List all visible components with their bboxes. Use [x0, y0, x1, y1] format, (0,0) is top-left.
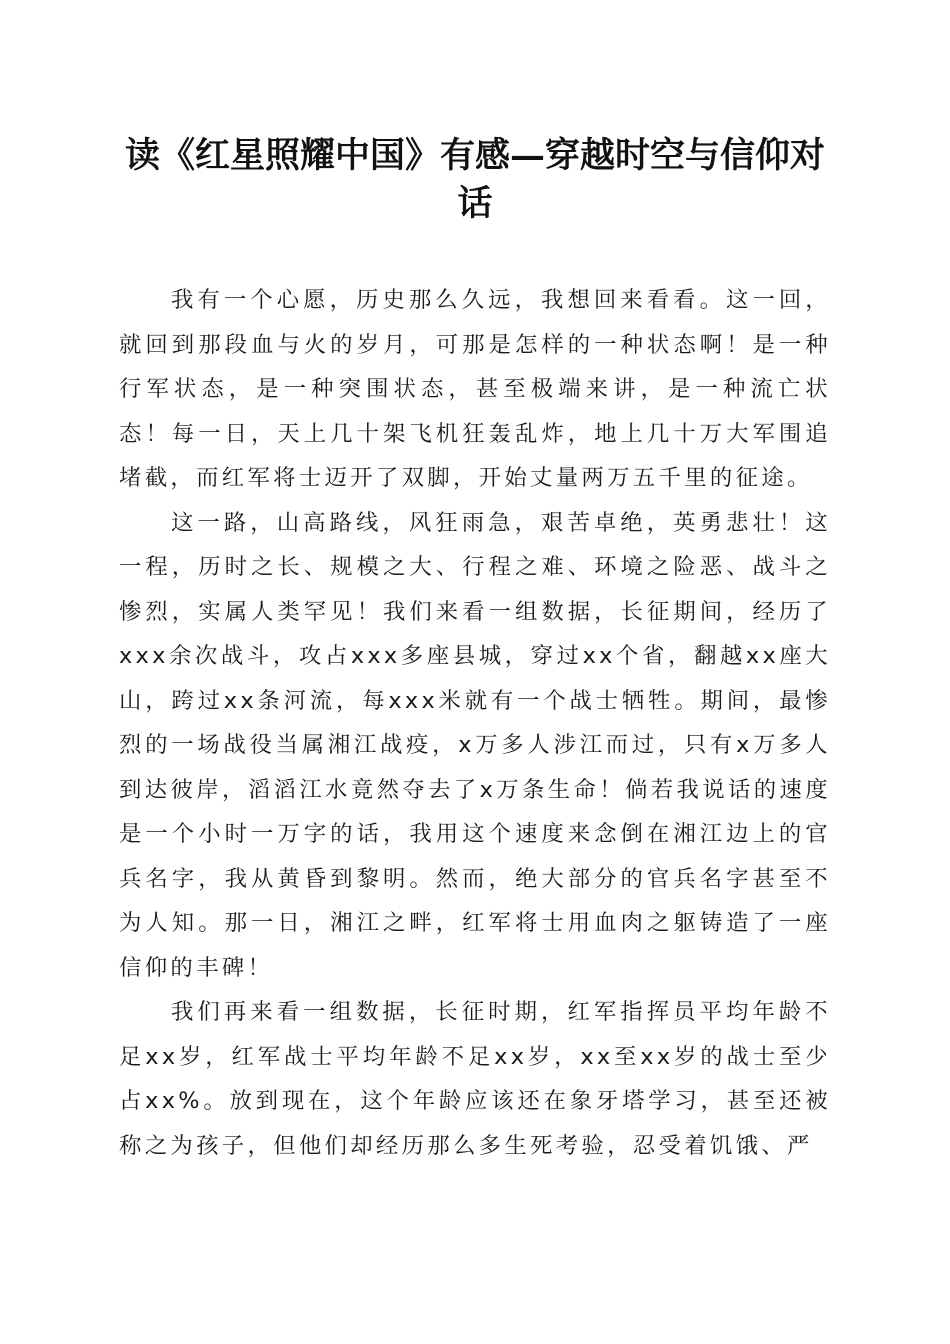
document-body — [119, 278, 831, 1168]
document-title: 读《红星照耀中国》有感—穿越时空与信仰对话 — [124, 135, 825, 224]
paragraph-2: 这一路，山高路线，风狂雨急，艰苦卓绝，英勇悲壮！这一程，历时之长、规模之大、行程之难、环境之险恶、战斗之惨烈，实属人类罕见！我们来看一组数据，长征期间，经历了xxx余次战斗，攻占xxx多座县城，穿过xx个省，翻越xx座大山，跨过xx条河流，每xxx米就有一个战士牺牲。期间，最惨烈的一场战役当属湘江战疫，x万多人涉江而过，只有x万多人到达彼岸，滔滔江水竟然夺去了x万条生命！倘若我说话的速度是一个小时一万字的话，我用这个速度来念倒在湘江边上的官兵名字，我从黄昏到黎明。然而，绝大部分的官兵名字甚至不为人知。那一日，湘江之畔，红军将士用血肉之躯铸造了一座信仰的丰碑！ — [119, 509, 831, 981]
paragraph-3: 我们再来看一组数据，长征时期，红军指挥员平均年龄不足xx岁，红军战士平均年龄不足xx岁，xx至xx岁的战士至少占xx%。放到现在，这个年龄应该还在象牙塔学习，甚至还被称之为孩子，但他们却经历那么多生死考验，忍受着饥饿、严 — [119, 999, 831, 1159]
paragraph-1: 我有一个心愿，历史那么久远，我想回来看看。这一回，就回到那段血与火的岁月，可那是怎样的一种状态啊！是一种行军状态，是一种突围状态，甚至极端来讲，是一种流亡状态！每一日，天上几十架飞机狂轰乱炸，地上几十万大军围追堵截，而红军将士迈开了双脚，开始丈量两万五千里的征途。 — [119, 287, 831, 491]
